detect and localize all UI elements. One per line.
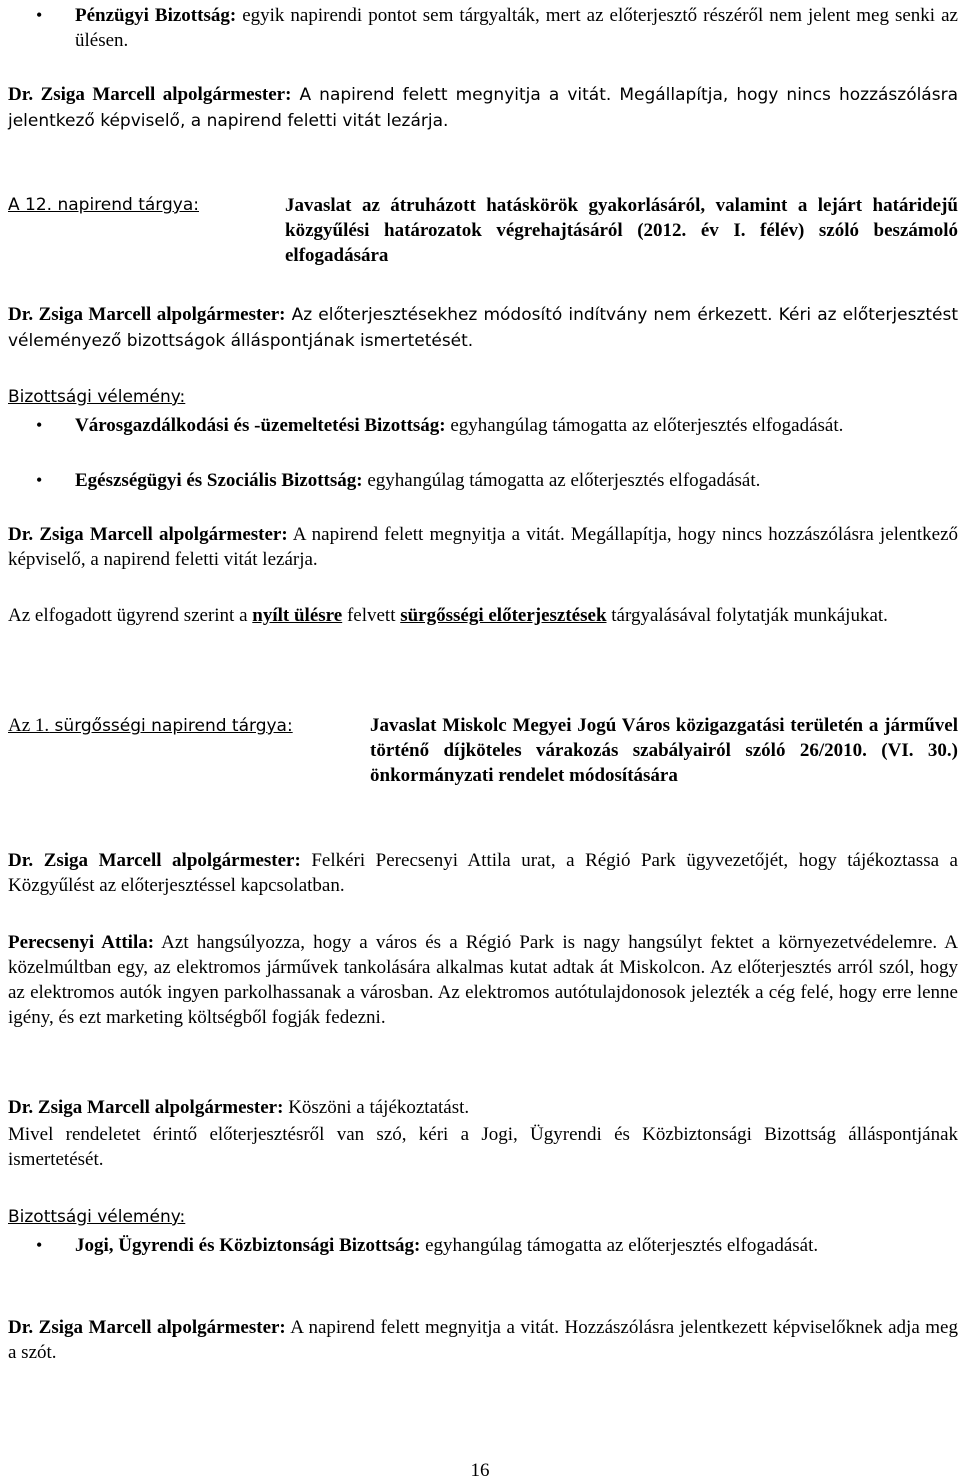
committee-name: Jogi, Ügyrendi és Közbiztonsági Bizottság:	[75, 1235, 421, 1256]
paragraph-speaker-7	[8, 1095, 958, 1120]
urgent-item-label	[8, 713, 293, 739]
speaker-name: Dr. Zsiga Marcell alpolgármester:	[8, 84, 292, 105]
paragraph-agenda-order	[8, 603, 958, 628]
speaker-text: Köszöni a tájékoztatást.	[283, 1097, 470, 1118]
urgent-item-title: Javaslat Miskolc Megyei Jogú Város közigazgatási területén a járművel történő díjköteles várakozás szabályairól szóló 26/2010. (VI. 30.) önkormányzati rendelet módosítására	[370, 715, 958, 786]
committee-text: egyhangúlag támogatta az előterjesztés elfogadását.	[362, 470, 761, 491]
paragraph-speaker-2	[8, 302, 958, 354]
text-part: Az elfogadott ügyrend szerint a	[8, 605, 253, 626]
speaker-text: Felkéri Perecsenyi Attila urat, a Régió Park ügyvezetőjét, hogy tájékoztassa a Közgyűlést az előterjesztéssel kapcsolatban.	[8, 850, 958, 896]
committee-opinion-heading: Bizottsági vélemény:	[8, 1207, 186, 1227]
urgent-item-number: Az 1.	[8, 715, 50, 736]
text-part: felvett	[342, 605, 401, 626]
paragraph-speaker-6	[8, 930, 958, 1030]
speaker-text: A napirend felett megnyitja a vitát. Hozzászólásra jelentkezett képviselőknek adja meg a szót.	[8, 1317, 958, 1363]
urgent-proposals-text: sürgősségi előterjesztések	[400, 605, 607, 626]
committee-text: egyhangúlag támogatta az előterjesztés elfogadását.	[420, 1235, 819, 1256]
committee-name: Egészségügyi és Szociális Bizottság:	[75, 470, 363, 491]
speaker-name: Dr. Zsiga Marcell alpolgármester:	[8, 1317, 286, 1338]
committee-opinion-heading: Bizottsági vélemény:	[8, 387, 186, 407]
committee-name: Pénzügyi Bizottság:	[75, 5, 237, 26]
agenda-item-title: Javaslat az átruházott hatáskörök gyakorlásáról, valamint a lejárt határidejű közgyűlési határozatok végrehajtásáról (2012. év I. félév) szóló beszámoló elfogadására	[285, 195, 958, 266]
bullet-dot: •	[36, 1235, 43, 1255]
agenda-item-label: A 12. napirend tárgya:	[8, 195, 199, 215]
speaker-text: A napirend felett megnyitja a vitát. Megállapítja, hogy nincs hozzászólásra jelentkező képviselő, a napirend feletti vitát lezárja.	[8, 524, 959, 570]
committee-finance-item	[75, 3, 958, 53]
speaker-name: Dr. Zsiga Marcell alpolgármester:	[8, 304, 286, 325]
paragraph-speaker-1	[8, 82, 958, 134]
text-part: tárgyalásával folytatják munkájukat.	[606, 605, 888, 626]
committee-text: egyik napirendi pontot sem tárgyalták, mert az előterjesztő részéről nem jelent meg senki az ülésen.	[75, 5, 958, 51]
committee-name: Városgazdálkodási és -üzemeltetési Bizottság:	[75, 415, 446, 436]
committee-opinion-item	[75, 468, 958, 493]
bullet-dot: •	[36, 470, 43, 490]
speaker-name: Dr. Zsiga Marcell alpolgármester:	[8, 524, 288, 545]
speaker-name: Dr. Zsiga Marcell alpolgármester:	[8, 1097, 284, 1118]
paragraph-speaker-8	[8, 1315, 958, 1365]
committee-opinion-item	[75, 1233, 958, 1258]
urgent-item-label-text: sürgősségi napirend tárgya:	[49, 716, 293, 736]
speaker-text: Az előterjesztésekhez módosító indítvány nem érkezett. Kéri az előterjesztést véleményező bizottságok álláspontjának ismertetését.	[8, 305, 958, 351]
paragraph-speaker-5	[8, 848, 958, 898]
committee-text: egyhangúlag támogatta az előterjesztés elfogadását.	[445, 415, 844, 436]
speaker-text: A napirend felett megnyitja a vitát. Megállapítja, hogy nincs hozzászólásra jelentkező képviselő, a napirend feletti vitát lezárja.	[8, 85, 958, 131]
committee-opinion-item	[75, 413, 958, 438]
paragraph-committee-request: Mivel rendeletet érintő előterjesztésről van szó, kéri a Jogi, Ügyrendi és Közbiztonsági Bizottság álláspontjának ismertetését.	[8, 1124, 958, 1170]
open-session-link-text: nyílt ülésre	[252, 605, 343, 626]
paragraph-speaker-3	[8, 522, 958, 572]
bullet-dot: •	[36, 415, 43, 435]
speaker-name: Perecsenyi Attila:	[8, 932, 155, 953]
bullet-dot: •	[36, 5, 43, 25]
page-number: 16	[470, 1460, 490, 1481]
speaker-text: Azt hangsúlyozza, hogy a város és a Régió Park is nagy hangsúlyt fektet a környezetvédelemre. A közelmúltban egy, az elektromos járművek tankolására alkalmas kutat adtak át Miskolcon. Az előterjesztés arról szól, hogy az elektromos autók ingyen parkolhassanak a városban. Az elektromos autótulajdonosok jelezték a cég felé, hogy erre lenne igény, és ezt marketing költségből fogják fedezni.	[8, 932, 958, 1028]
speaker-name: Dr. Zsiga Marcell alpolgármester:	[8, 850, 301, 871]
